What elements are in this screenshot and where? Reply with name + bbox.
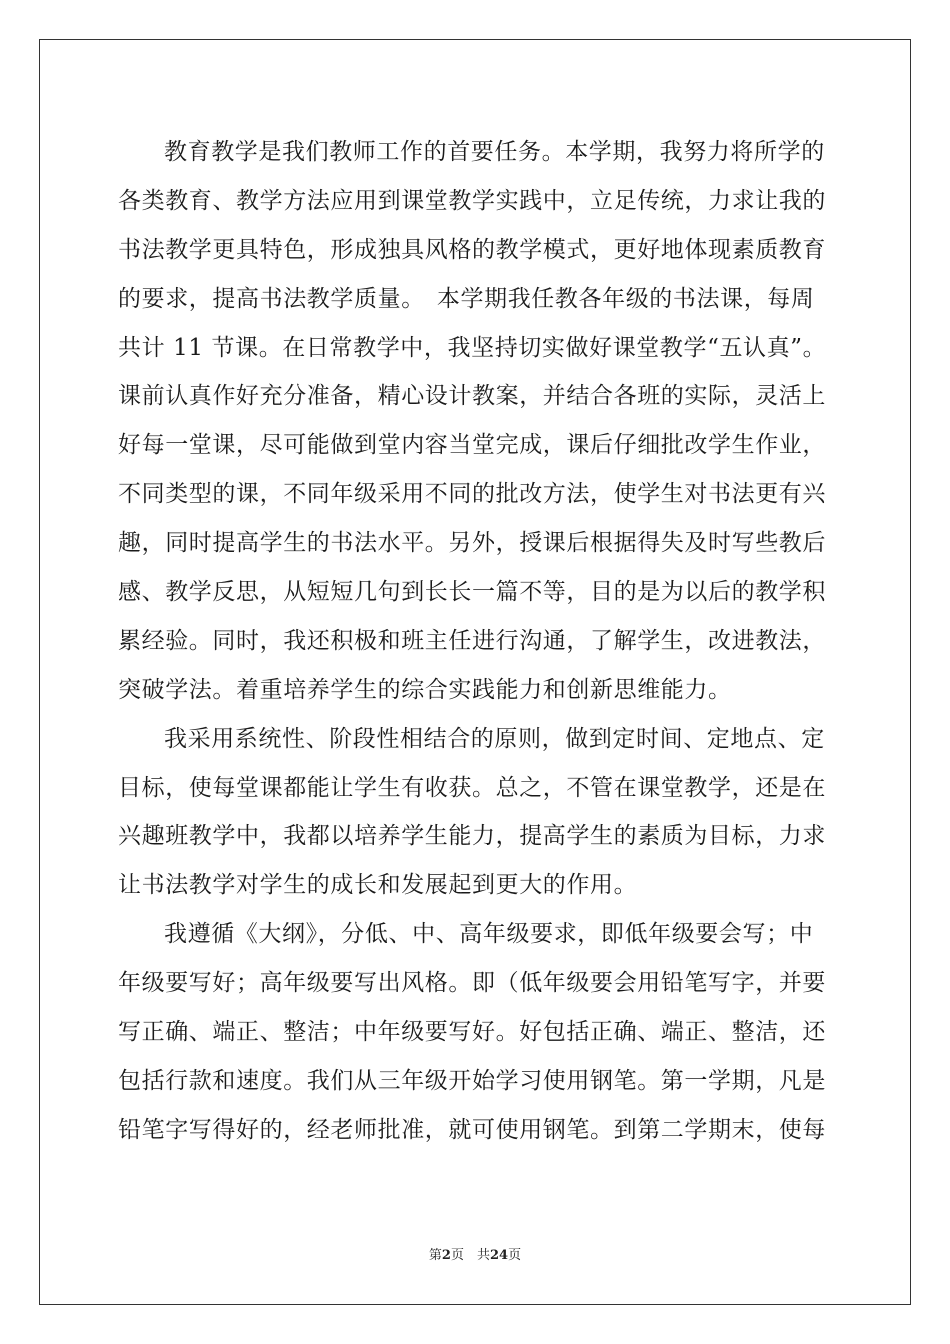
text-line: 写正确、端正、整洁；中年级要写好。好包括正确、端正、整洁，还 [118,1019,826,1046]
text-line: 的要求，提高书法教学质量。 本学期我任教各年级的书法课，每周 [118,285,815,312]
text-line: 铅笔字写得好的，经老师批准，就可使用钢笔。到第二学期末，使每 [118,1116,826,1143]
text-line: 教育教学是我们教师工作的首要任务。本学期，我努力将所学的 [164,139,825,165]
text-line: 书法教学更具特色，形成独具风格的教学模式，更好地体现素质教育 [118,236,826,263]
text-line: 年级要写好；高年级要写出风格。即（低年级要会用铅笔写字，并要 [118,970,826,997]
text-line: 我遵循《大纲》，分低、中、高年级要求，即低年级要会写；中 [164,921,814,948]
text-line: 感、教学反思，从短短几句到长长一篇不等，目的是为以后的教学积 [118,579,826,606]
text-line: 让书法教学对学生的成长和发展起到更大的作用。 [118,872,638,899]
total-pages-number: 24 [489,1248,509,1263]
text-line: 各类教育、教学方法应用到课堂教学实践中，立足传统，力求让我的 [118,187,826,214]
text-line: 好每一堂课，尽可能做到堂内容当堂完成，课后仔细批改学生作业， [118,432,826,459]
text-line: 趣，同时提高学生的书法水平。另外，授课后根据得失及时写些教后 [118,530,826,557]
document-body [118,128,838,1155]
text-line: 累经验。同时，我还积极和班主任进行沟通，了解学生，改进教法， [118,627,826,654]
text-line: 目标，使每堂课都能让学生有收获。总之，不管在课堂教学，还是在 [118,774,826,801]
text-line: 不同类型的课，不同年级采用不同的批改方法，使学生对书法更有兴 [118,481,826,508]
text-line: 共计 11 节课。在日常教学中，我坚持切实做好课堂教学“五认真”。 [118,334,827,361]
footer-suffix: 页 [508,1248,522,1263]
text-line: 课前认真作好充分准备，精心设计教案，并结合各班的实际，灵活上 [118,383,826,410]
text-line: 我采用系统性、阶段性相结合的原则，做到定时间、定地点、定 [164,725,825,752]
page-footer [0,1244,950,1263]
current-page-number: 2 [441,1248,451,1263]
text-line: 包括行款和速度。我们从三年级开始学习使用钢笔。第一学期，凡是 [118,1067,826,1094]
footer-prefix: 第 [428,1248,442,1263]
footer-middle: 页 共 [450,1248,490,1263]
text-line: 突破学法。着重培养学生的综合实践能力和创新思维能力。 [118,676,732,703]
text-line: 兴趣班教学中，我都以培养学生能力，提高学生的素质为目标，力求 [118,823,826,850]
